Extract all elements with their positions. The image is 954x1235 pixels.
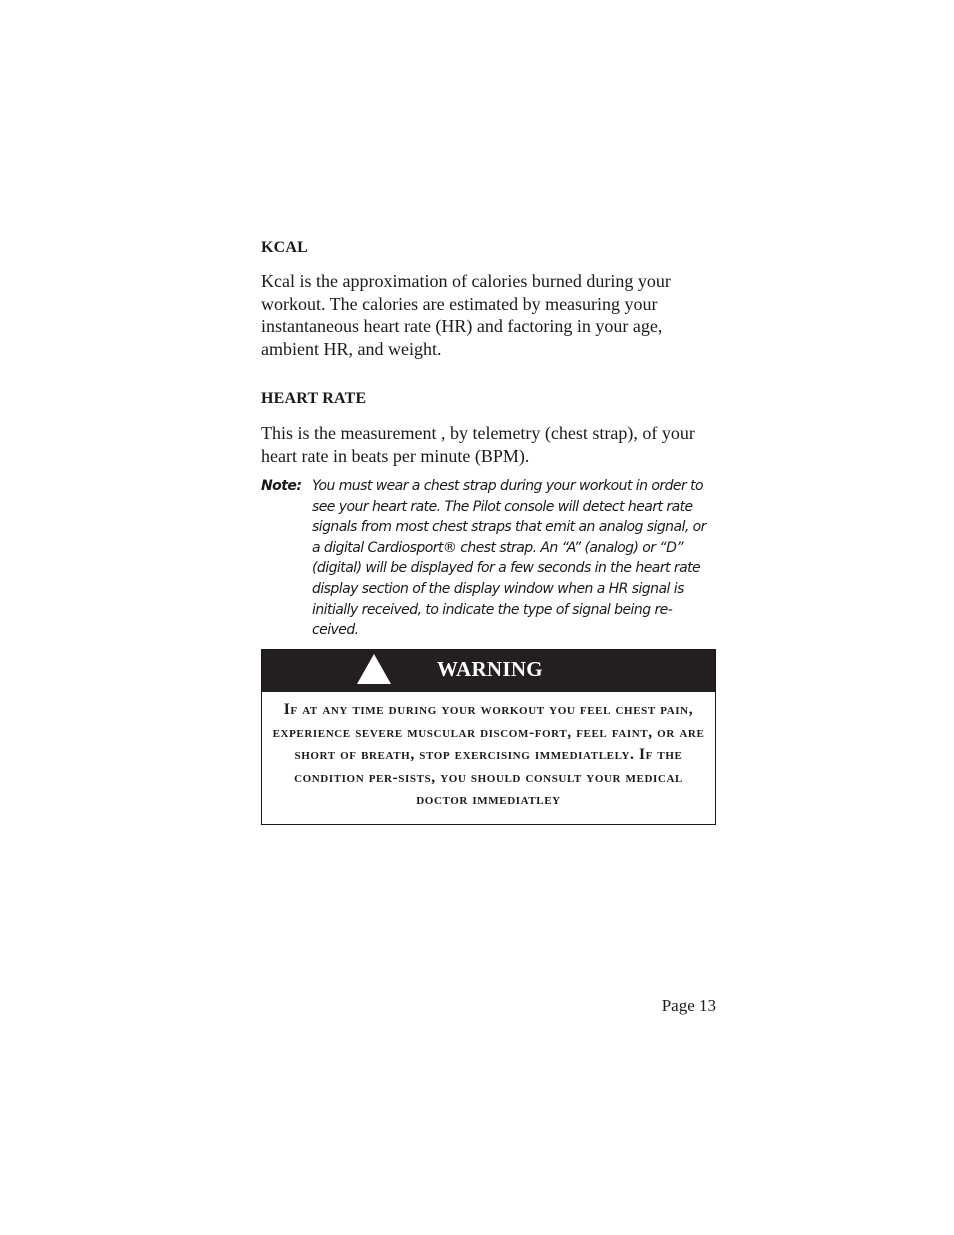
kcal-heading: KCAL bbox=[261, 239, 309, 256]
warning-title: WARNING bbox=[437, 657, 543, 681]
manual-page bbox=[261, 0, 716, 1235]
warning-triangle-icon bbox=[357, 654, 391, 684]
kcal-description: Kcal is the approximation of calories burned during your workout. The calories are estimated by measuring your instantaneous heart rate (HR) and factoring in your age, ambient HR, and weight. bbox=[261, 271, 671, 360]
warning-text: If at any time during your workout you feel chest pain, experience severe muscular discom-fort, feel faint, or are short of breath, stop exercising immediatlely. If the condition per-sists, you should consult your medical doctor immediatley bbox=[272, 701, 705, 809]
page-number: Page 13 bbox=[661, 996, 716, 1015]
note-text: You must wear a chest strap during your workout in order to see your heart rate. The Pilot console will detect heart rate signals from most chest straps that emit an analog signal, or a digital Cardiosport® chest strap. An “A” (analog) or “D” (digital) will be displayed for a few seconds in the heart rate display section of the display window when a HR signal is initially received, to indicate the type of signal being re-ceived. bbox=[312, 478, 706, 639]
heart-rate-heading: HEART RATE bbox=[261, 390, 367, 407]
heart-rate-description: This is the measurement , by telemetry (chest strap), of your heart rate in beats per minute (BPM). bbox=[261, 423, 695, 466]
warning-box bbox=[261, 649, 716, 825]
warning-header bbox=[262, 650, 715, 692]
note-label: Note: bbox=[261, 478, 302, 494]
